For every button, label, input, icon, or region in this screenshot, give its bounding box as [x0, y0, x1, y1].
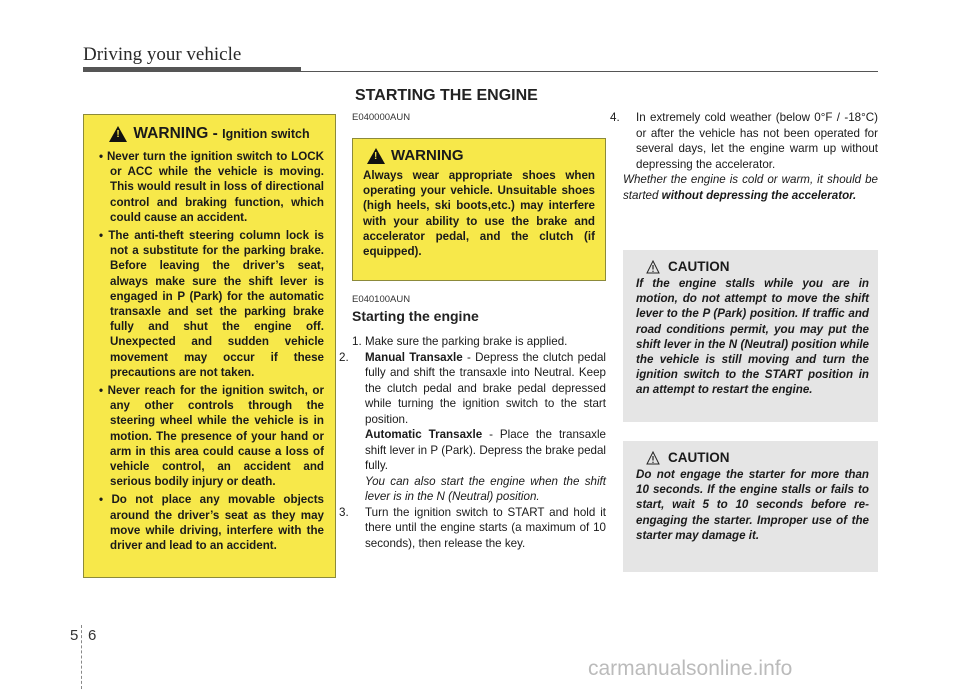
section-title: STARTING THE ENGINE: [355, 87, 538, 104]
step-label: Automatic Transaxle: [365, 428, 483, 441]
step-3: [339, 505, 606, 552]
step-text: Make sure the parking brake is applied.: [365, 335, 568, 348]
step-1: [352, 334, 606, 350]
step-2-automatic: [352, 427, 606, 474]
reference-code: E040000AUN: [352, 112, 411, 123]
warning-triangle-icon: [109, 126, 127, 142]
warning-item: • Never reach for the ignition switch, or any other controls through the steering wheel while the vehicle is in motion. The presence of your hand or arm in this area could cause a loss of vehicle control, an accident and serious bodily injury or death.: [95, 383, 324, 489]
warning-ignition-switch-box: [83, 114, 336, 578]
warning-item: • Never turn the ignition switch to LOCK or ACC while the vehicle is moving. This would result in loss of directional control and braking function, which could cause an accident.: [95, 149, 324, 225]
page-header-title: Driving your vehicle: [83, 44, 242, 65]
warning-subtitle: Ignition switch: [222, 127, 310, 141]
chapter-number: 5: [70, 627, 79, 644]
caution-triangle-icon: [646, 451, 660, 465]
caution-heading: [646, 259, 869, 274]
caution-text: Do not engage the starter for more than 10 seconds. If the engine stalls or fails to start, wait 5 to 10 seconds before re-engaging the starter. Improper use of the starter may damage it.: [636, 468, 869, 542]
caution-starter-box: [623, 441, 878, 572]
step-2-note: You can also start the engine when the shift lever is in the N (Neutral) position.: [365, 474, 606, 503]
watermark: carmanualsonline.info: [588, 657, 793, 680]
step-text: Turn the ignition switch to START and hold it there until the engine starts (a maximum of 10 seconds), then release the key.: [365, 505, 606, 550]
step-4: [610, 110, 878, 172]
caution-heading: [646, 450, 869, 465]
step-number: 2.: [339, 350, 349, 364]
subheading: Starting the engine: [352, 308, 479, 324]
warning-title: WARNING: [391, 147, 464, 164]
step-number: 3.: [339, 505, 349, 519]
warning-item: • The anti-theft steering column lock is not a substitute for the parking brake. Before leaving the driver’s seat, always make sure the shift lever is engaged in P (Park) for the automatic transaxle and set the parking brake fully and shut the engine off. Unexpected and sudden vehicle movement may occur if these precautions are not taken.: [95, 228, 324, 380]
warning-shoes-box: [352, 138, 606, 281]
header-rule: [301, 71, 878, 72]
caution-stall-box: [623, 250, 878, 422]
footer-divider: [81, 625, 83, 689]
right-column: [610, 110, 878, 203]
step-text: - Place the transaxle shift lever in P (Park). Depress the brake pedal fully.: [365, 428, 606, 472]
caution-title: CAUTION: [668, 259, 730, 274]
warning-list: [95, 149, 324, 553]
steps-column: [339, 334, 606, 551]
step-number: 4.: [610, 111, 620, 124]
warning-heading: [95, 125, 324, 143]
warning-heading: [363, 147, 595, 164]
start-note: [623, 172, 878, 203]
warning-triangle-icon: [367, 148, 385, 164]
reference-code: E040100AUN: [352, 294, 411, 305]
caution-triangle-icon: [646, 260, 660, 274]
step-number: 1.: [352, 335, 362, 348]
note-emphasis: without depressing the accelerator.: [661, 188, 857, 202]
step-label: Manual Transaxle: [365, 350, 463, 364]
step-text: - Depress the clutch pedal fully and shift the transaxle into Neutral. Keep the clutch pedal and brake pedal depressed while turning the ignition switch to the start position.: [365, 350, 606, 426]
header-bar: [83, 67, 301, 72]
warning-text: Always wear appropriate shoes when operating your vehicle. Unsuitable shoes (high heels, ski boots,etc.) may interfere with your ability to use the brake and accelerator pedal, and the clutch (if equipped).: [363, 169, 595, 259]
caution-text: If the engine stalls while you are in motion, do not attempt to move the shift lever to the P (Park) position. If traffic and road conditions permit, you may put the shift lever in the N (Neutral) position while the vehicle is still moving and turn the ignition switch to the START position in an attempt to restart the engine.: [636, 277, 869, 397]
warning-title: WARNING -: [133, 125, 223, 142]
note-text: Whether the engine is cold or warm, it should be started: [623, 173, 878, 202]
step-2: [339, 350, 606, 428]
warning-item: • Do not place any movable objects around the driver’s seat as they may move while driving, interfere with the driver and lead to an accident.: [95, 492, 324, 553]
page-number: 6: [88, 627, 97, 644]
step-text: In extremely cold weather (below 0°F / -18°C) or after the vehicle has not been operated for several days, let the engine warm up without depressing the accelerator.: [636, 111, 878, 171]
caution-title: CAUTION: [668, 450, 730, 465]
